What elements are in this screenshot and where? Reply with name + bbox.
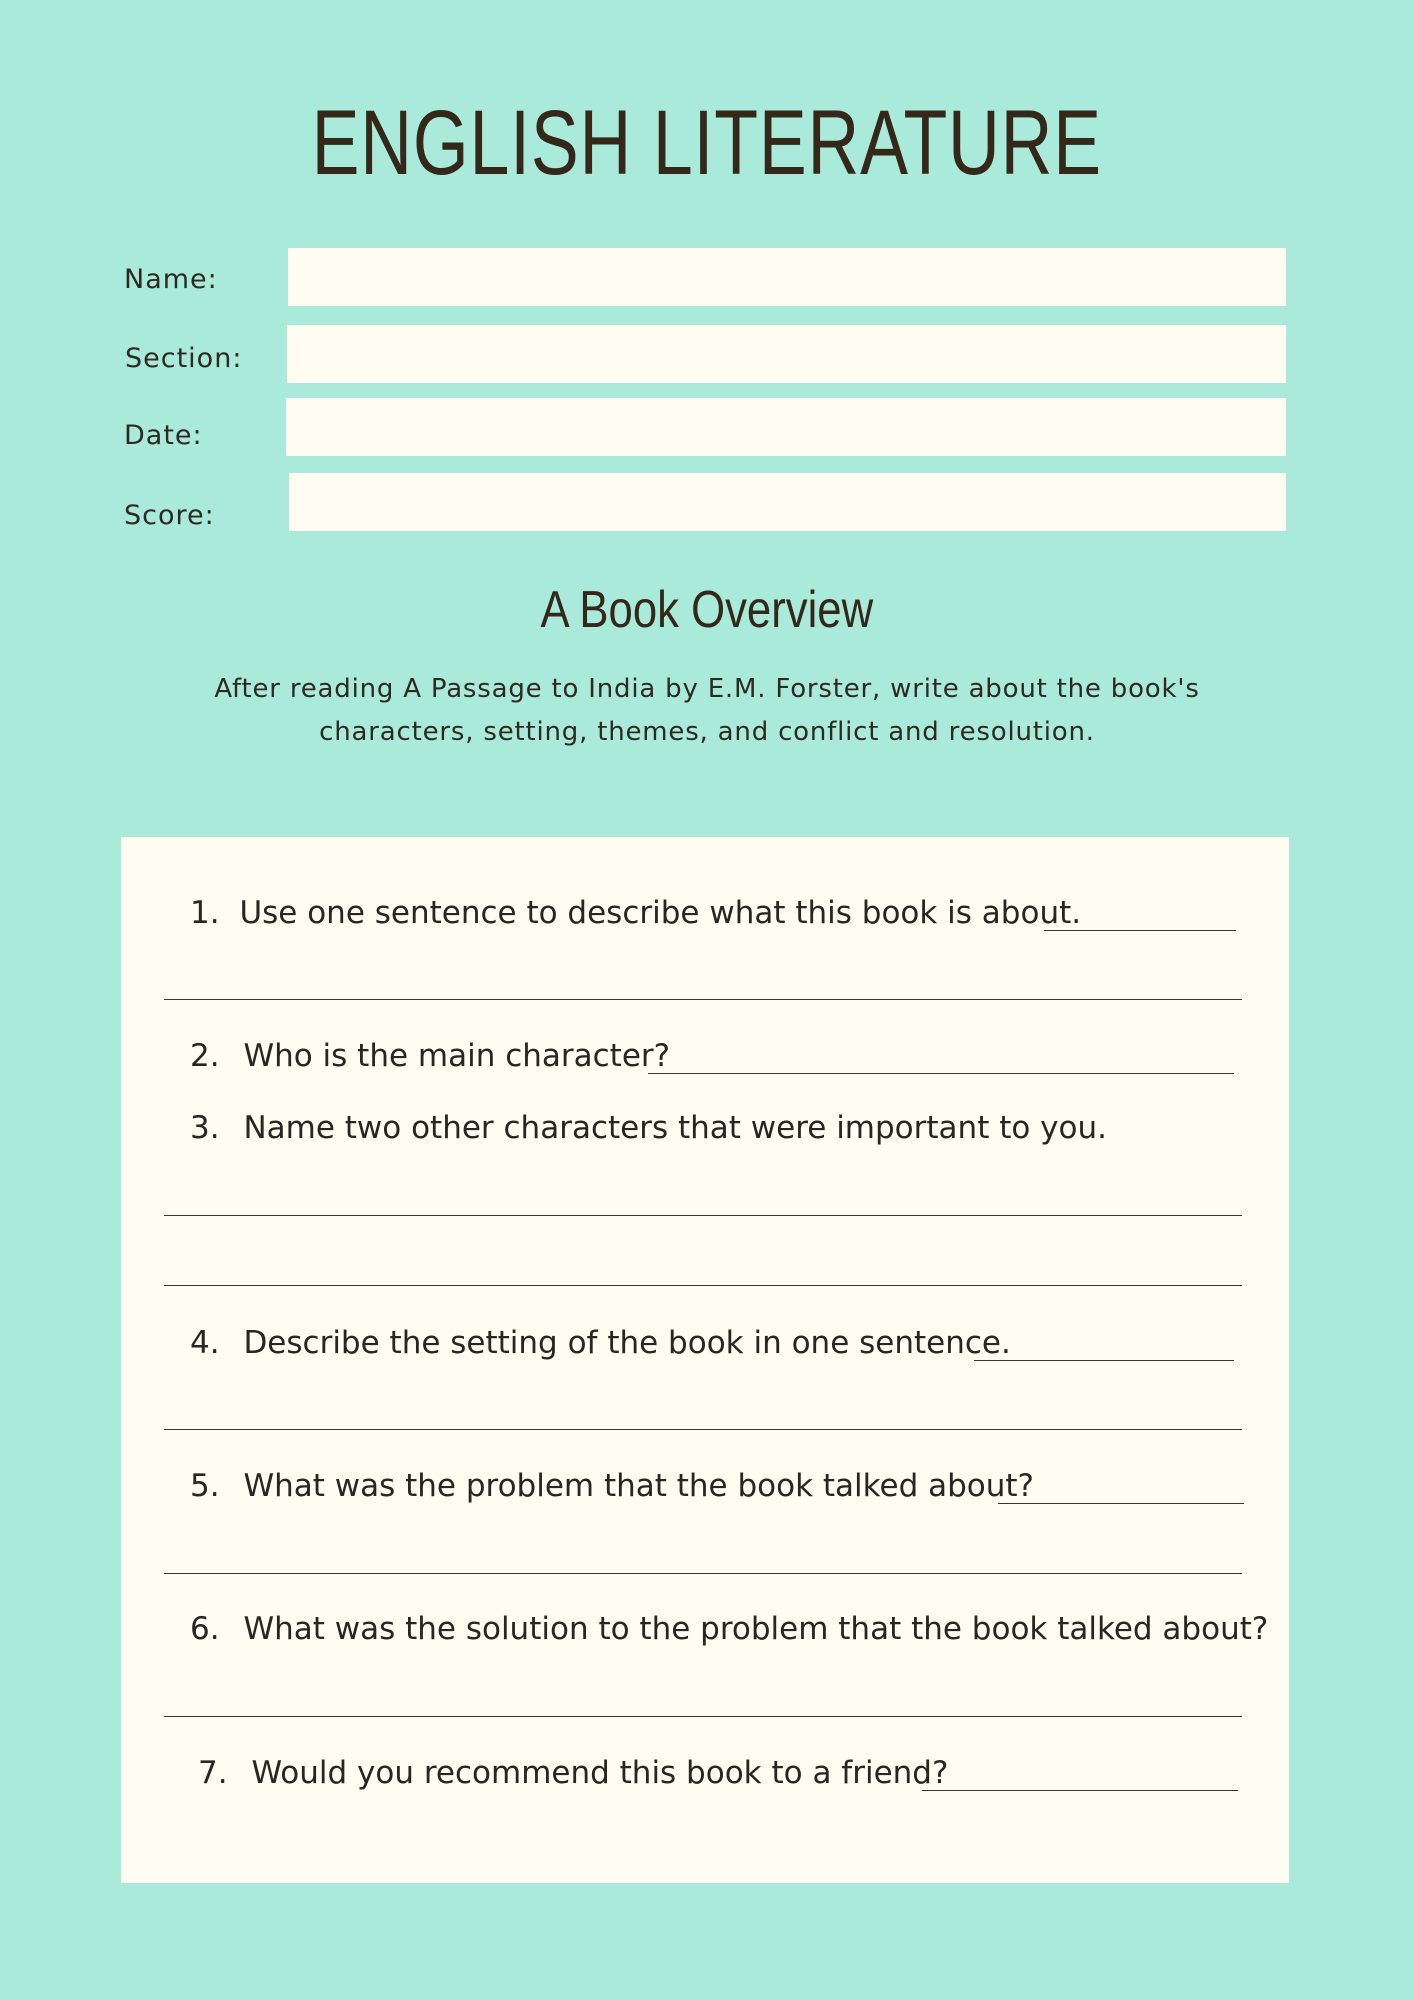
answer-line[interactable]: [164, 1716, 1242, 1717]
question-5: [190, 1466, 1034, 1506]
question-text: Use one sentence to describe what this book is about.: [239, 895, 1082, 931]
worksheet-title: ENGLISH LITERATURE: [311, 92, 1102, 194]
question-number: 3.: [190, 1110, 220, 1146]
answer-line[interactable]: [1044, 930, 1236, 931]
section-label: Section:: [125, 343, 243, 374]
section-field[interactable]: [287, 325, 1286, 383]
question-1: [190, 893, 1081, 933]
answer-line[interactable]: [164, 1429, 1242, 1430]
answer-line[interactable]: [164, 1285, 1242, 1286]
answer-line[interactable]: [164, 1215, 1242, 1216]
question-number: 6.: [190, 1611, 220, 1647]
question-number: 1.: [190, 895, 220, 931]
answer-line[interactable]: [164, 999, 1242, 1000]
question-text: Describe the setting of the book in one sentence.: [243, 1325, 1011, 1361]
question-number: 4.: [190, 1325, 220, 1361]
question-text: What was the problem that the book talked about?: [243, 1468, 1035, 1504]
answer-line[interactable]: [922, 1790, 1238, 1791]
question-6: [190, 1609, 1268, 1649]
question-number: 7.: [198, 1755, 228, 1791]
name-field[interactable]: [288, 248, 1286, 306]
question-3: [190, 1108, 1107, 1148]
answer-line[interactable]: [164, 1573, 1242, 1574]
overview-instructions: After reading A Passage to India by E.M. Forster, write about the book's characters, setting, themes, and conflict and resolution.: [214, 674, 1200, 747]
question-text: Would you recommend this book to a friend?: [251, 1755, 949, 1791]
question-7: [198, 1753, 948, 1793]
overview-title: A Book Overview: [540, 581, 874, 639]
date-label: Date:: [124, 420, 203, 451]
question-text: What was the solution to the problem that the book talked about?: [243, 1611, 1269, 1647]
answer-line[interactable]: [998, 1503, 1244, 1504]
question-4: [190, 1323, 1011, 1363]
question-2: [190, 1036, 670, 1076]
answer-line[interactable]: [974, 1360, 1234, 1361]
name-label: Name:: [124, 264, 218, 295]
question-text: Who is the main character?: [243, 1038, 671, 1074]
date-field[interactable]: [286, 398, 1286, 456]
question-number: 2.: [190, 1038, 220, 1074]
score-label: Score:: [124, 500, 215, 531]
question-text: Name two other characters that were important to you.: [243, 1110, 1107, 1146]
question-number: 5.: [190, 1468, 220, 1504]
answer-line[interactable]: [648, 1073, 1234, 1074]
score-field[interactable]: [289, 473, 1286, 531]
